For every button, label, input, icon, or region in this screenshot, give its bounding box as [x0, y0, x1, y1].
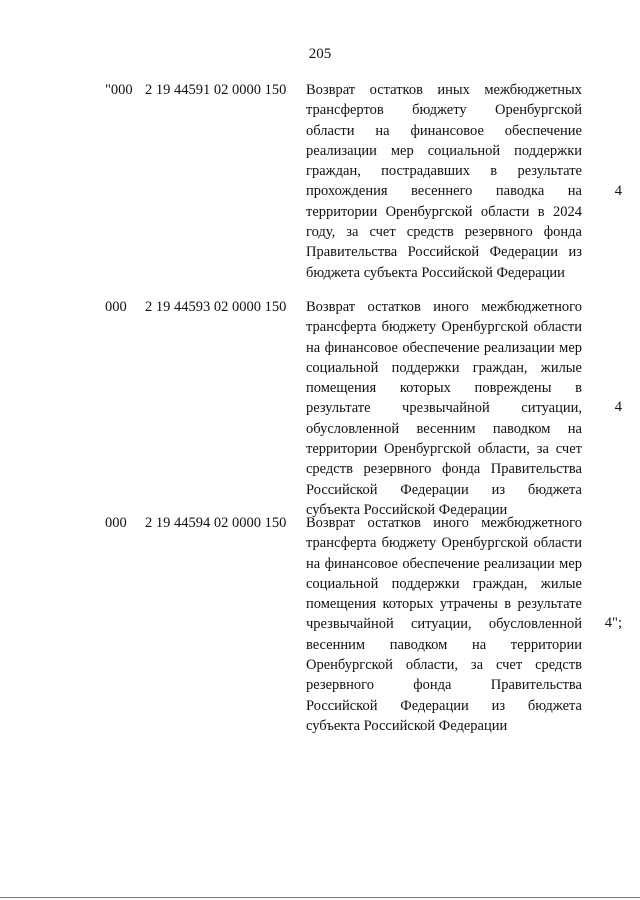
admin-code: 000 — [105, 515, 127, 531]
classification-code: 2 19 44591 02 0000 150 — [145, 82, 287, 98]
scan-edge-line — [0, 897, 640, 898]
classification-code: 2 19 44594 02 0000 150 — [145, 515, 287, 531]
income-name: Возврат остатков иного межбюджетного трансферта бюджету Оренбургской области на финансовое обеспечение реализации мер социальной поддержки граждан, жилые помещения которых утрачены в результате чрезвычайной ситуации, обусловленной весенним паводком на территории Оренбургской области, за счет средств резервного фонда Правительства Российской Федерации из бюджета субъекта Российской Федерации — [306, 515, 582, 734]
admin-code: 000 — [105, 299, 127, 315]
amount: 4 — [614, 399, 622, 415]
amount: 4"; — [604, 615, 622, 631]
income-name: Возврат остатков иного межбюджетного трансферта бюджету Оренбургской области на финансовое обеспечение реализации мер социальной поддержки граждан, жилые помещения которых повреждены в результате чрезвычайной ситуации, обусловленной весенним паводком на территории Оренбургской области, за счет средств резервного фонда Правительства Российской Федерации из бюджета субъекта Российской Федерации — [306, 299, 582, 518]
classification-code: 2 19 44593 02 0000 150 — [145, 299, 287, 315]
page-number: 205 — [308, 46, 332, 62]
amount: 4 — [614, 183, 622, 199]
admin-code: "000 — [105, 82, 133, 98]
income-name: Возврат остатков иных межбюджетных трансфертов бюджету Оренбургской области на финансовое обеспечение реализации мер социальной поддержки граждан, пострадавших в результате прохождения весеннего паводка на территории Оренбургской области в 2024 году, за счет средств резервного фонда Правительства Российской Федерации из бюджета субъекта Российской Федерации — [306, 82, 582, 281]
